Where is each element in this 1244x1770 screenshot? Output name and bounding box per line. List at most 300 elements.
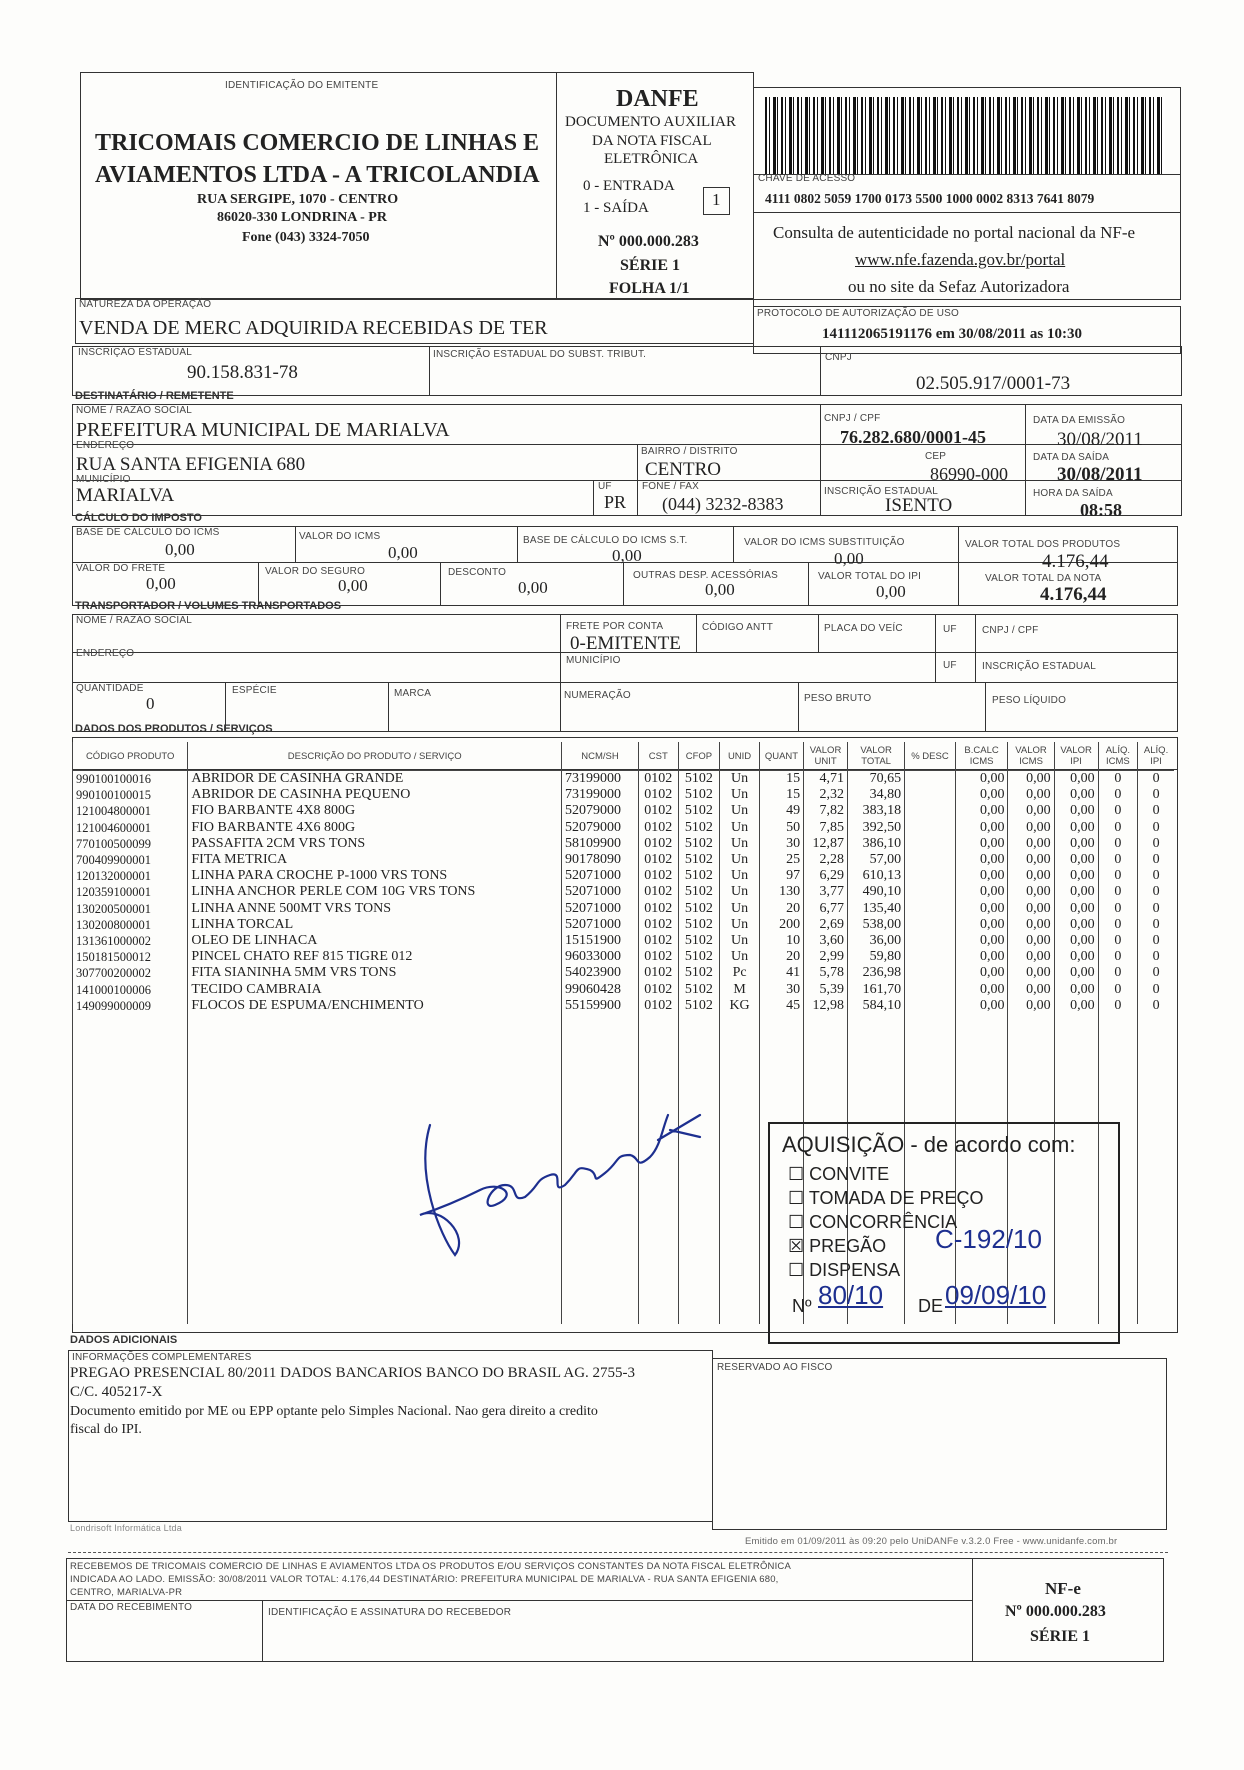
transp-municipio-label: MUNICÍPIO	[566, 655, 621, 666]
table-cell: 5102	[678, 949, 720, 965]
produtos-header-cell: ALÍQ. ICMS	[1098, 742, 1138, 771]
table-cell: 307700200002	[73, 965, 188, 981]
outras-value: 0,00	[705, 580, 735, 599]
table-cell: 30	[759, 836, 803, 852]
desconto-value: 0,00	[518, 578, 548, 597]
table-cell: 0	[1138, 836, 1174, 852]
table-cell: 0	[1138, 917, 1174, 933]
table-cell: 149099000009	[73, 998, 188, 1014]
bc-st-label: BASE DE CÁLCULO DO ICMS S.T.	[523, 535, 688, 546]
table-cell: KG	[720, 998, 760, 1014]
table-cell: 2,69	[804, 917, 848, 933]
table-cell	[905, 820, 956, 836]
table-cell: PINCEL CHATO REF 815 TIGRE 012	[188, 949, 562, 965]
produtos-header-cell: CÓDIGO PRODUTO	[73, 742, 188, 771]
table-row	[73, 803, 1175, 819]
transp-uf2-label: UF	[943, 660, 957, 671]
table-cell: 130200800001	[73, 917, 188, 933]
table-row	[73, 787, 1175, 803]
total-prod-label: VALOR TOTAL DOS PRODUTOS	[965, 539, 1121, 550]
table-cell: 0,00	[955, 981, 1008, 997]
table-cell: 5102	[678, 917, 720, 933]
table-cell: 0,00	[955, 998, 1008, 1014]
cnpj-value: 02.505.917/0001-73	[916, 373, 1071, 394]
table-cell: 0,00	[955, 884, 1008, 900]
table-cell: 0102	[638, 820, 678, 836]
stamp-de: DE	[918, 1296, 944, 1316]
table-cell: 0,00	[1054, 884, 1098, 900]
table-cell: 20	[759, 949, 803, 965]
table-cell: 55159900	[562, 998, 639, 1014]
table-cell: 0	[1138, 949, 1174, 965]
canhoto-text3: CENTRO, MARIALVA-PR	[70, 1587, 183, 1598]
stamp-title: AQUISIÇÃO - de acordo com:	[782, 1132, 1076, 1157]
table-cell: 0	[1098, 998, 1138, 1014]
table-cell: 0,00	[1054, 901, 1098, 917]
table-cell: 130	[759, 884, 803, 900]
ipi-label: VALOR TOTAL DO IPI	[818, 571, 922, 582]
frete-label: VALOR DO FRETE	[76, 563, 166, 574]
table-cell: FITA METRICA	[188, 852, 562, 868]
table-cell: 41	[759, 965, 803, 981]
transp-marca-label: MARCA	[394, 688, 432, 699]
canhoto-data-label: DATA DO RECEBIMENTO	[70, 1602, 193, 1613]
table-cell: Un	[720, 884, 760, 900]
table-cell: 0	[1098, 803, 1138, 819]
table-cell: TECIDO CAMBRAIA	[188, 981, 562, 997]
table-cell: 70,65	[848, 771, 905, 788]
table-cell: 6,77	[804, 901, 848, 917]
table-cell: 5102	[678, 803, 720, 819]
table-cell: 15	[759, 771, 803, 788]
table-cell: 52071000	[562, 901, 639, 917]
table-cell: 0,00	[1008, 836, 1054, 852]
table-cell: 58109900	[562, 836, 639, 852]
table-cell: 0,00	[1008, 852, 1054, 868]
table-cell: 0102	[638, 868, 678, 884]
table-row	[73, 901, 1175, 917]
emitente-address-2: 86020-330 LONDRINA - PR	[217, 210, 387, 225]
consulta-line3: ou no site da Sefaz Autorizadora	[848, 277, 1070, 296]
danfe-serie: SÉRIE 1	[620, 257, 681, 274]
table-cell: 0,00	[955, 787, 1008, 803]
danfe-folha: FOLHA 1/1	[609, 280, 690, 297]
table-cell: 0,00	[1054, 998, 1098, 1014]
protocolo-value: 141112065191176 em 30/08/2011 as 10:30	[822, 326, 1083, 342]
table-cell: LINHA PARA CROCHE P-1000 VRS TONS	[188, 868, 562, 884]
table-cell: 97	[759, 868, 803, 884]
info-line3: Documento emitido por ME ou EPP optante pelo Simples Nacional. Nao gera direito a credito	[70, 1404, 598, 1419]
table-cell: Un	[720, 933, 760, 949]
emitente-name-line2: AVIAMENTOS LTDA - A TRICOLANDIA	[95, 162, 540, 188]
table-cell: 610,13	[848, 868, 905, 884]
danfe-sub1: DOCUMENTO AUXILIAR	[565, 114, 736, 130]
dest-fone: (044) 3232-8383	[662, 494, 784, 514]
table-cell: LINHA TORCAL	[188, 917, 562, 933]
produtos-header-cell: CST	[638, 742, 678, 771]
dest-cnpj: 76.282.680/0001-45	[840, 427, 986, 447]
canhoto-text1: RECEBEMOS DE TRICOMAIS COMERCIO DE LINHAS E AVIAMENTOS LTDA OS PRODUTOS E/OU SERVIÇOS CONSTANTES DA NOTA FISCAL ELETRÔNICA	[70, 1561, 792, 1572]
dest-bairro-label: BAIRRO / DISTRITO	[641, 446, 738, 457]
table-cell: 0,00	[1054, 803, 1098, 819]
table-cell: 0102	[638, 771, 678, 788]
table-cell	[905, 933, 956, 949]
total-nota: 4.176,44	[1040, 584, 1107, 605]
danfe-numero: Nº 000.000.283	[598, 233, 699, 250]
table-cell: 120132000001	[73, 868, 188, 884]
table-row	[73, 771, 1175, 788]
table-cell: 45	[759, 998, 803, 1014]
table-cell: 0,00	[1008, 820, 1054, 836]
dest-endereco: RUA SANTA EFIGENIA 680	[76, 454, 306, 475]
frete-value: 0,00	[146, 574, 176, 593]
adicionais-section: DADOS ADICIONAIS	[70, 1334, 178, 1346]
table-cell: 73199000	[562, 787, 639, 803]
table-cell: 5102	[678, 998, 720, 1014]
table-cell: 0	[1138, 901, 1174, 917]
table-cell: Un	[720, 868, 760, 884]
cnpj-label: CNPJ	[825, 352, 852, 363]
table-cell: 0102	[638, 933, 678, 949]
table-row	[73, 933, 1175, 949]
table-cell: Un	[720, 917, 760, 933]
table-cell: 0,00	[955, 771, 1008, 788]
table-cell: 2,99	[804, 949, 848, 965]
danfe-title: DANFE	[616, 86, 699, 112]
transp-bruto-label: PESO BRUTO	[804, 693, 872, 704]
produtos-header-cell: VALOR IPI	[1054, 742, 1098, 771]
table-cell: 0,00	[1054, 949, 1098, 965]
danfe-sub3: ELETRÔNICA	[604, 151, 699, 167]
dest-nome-label: NOME / RAZÃO SOCIAL	[76, 405, 193, 416]
table-cell: Pc	[720, 965, 760, 981]
table-cell: 121004800001	[73, 803, 188, 819]
table-cell: 5102	[678, 852, 720, 868]
table-cell: 5102	[678, 901, 720, 917]
table-cell: 383,18	[848, 803, 905, 819]
table-cell: 52071000	[562, 917, 639, 933]
table-row	[73, 868, 1175, 884]
table-cell: 52071000	[562, 884, 639, 900]
table-cell: ABRIDOR DE CASINHA GRANDE	[188, 771, 562, 788]
table-row	[73, 917, 1175, 933]
table-cell: 5,78	[804, 965, 848, 981]
table-cell: 49	[759, 803, 803, 819]
dest-uf: PR	[604, 492, 627, 512]
table-cell: 52071000	[562, 868, 639, 884]
stamp-numero-prefix: Nº	[792, 1296, 812, 1316]
table-cell	[905, 901, 956, 917]
table-cell: Un	[720, 771, 760, 788]
table-cell: 0,00	[1008, 981, 1054, 997]
table-cell: 0	[1098, 787, 1138, 803]
dest-hora-label: HORA DA SAÍDA	[1033, 488, 1113, 499]
table-cell: LINHA ANCHOR PERLE COM 10G VRS TONS	[188, 884, 562, 900]
table-cell: 0102	[638, 965, 678, 981]
imposto-section: CÁLCULO DO IMPOSTO	[75, 512, 202, 524]
table-cell: 0,00	[955, 803, 1008, 819]
table-cell: 584,10	[848, 998, 905, 1014]
stamp-tomada: ☐ TOMADA DE PREÇO	[788, 1188, 984, 1208]
dest-ie-label: INSCRIÇÃO ESTADUAL	[824, 486, 938, 497]
table-cell	[905, 836, 956, 852]
emitido-label: Emitido em 01/09/2011 às 09:20 pelo UniDANFe v.3.2.0 Free - www.unidanfe.com.br	[745, 1536, 1118, 1547]
danfe-tipo: 1	[712, 190, 721, 209]
table-cell: 34,80	[848, 787, 905, 803]
transp-numeracao-label: NUMERAÇÃO	[564, 690, 631, 701]
table-cell: 150181500012	[73, 949, 188, 965]
table-cell: Un	[720, 787, 760, 803]
stamp-convite: ☐ CONVITE	[788, 1164, 890, 1184]
canhoto-serie: SÉRIE 1	[1030, 1628, 1091, 1645]
table-cell: 0	[1138, 787, 1174, 803]
dest-municipio: MARIALVA	[76, 485, 175, 506]
table-cell	[905, 852, 956, 868]
table-cell: 52079000	[562, 803, 639, 819]
table-cell: 57,00	[848, 852, 905, 868]
table-cell: 0,00	[1008, 868, 1054, 884]
table-cell: 200	[759, 917, 803, 933]
dest-section: DESTINATÁRIO / REMETENTE	[75, 390, 234, 402]
consulta-line1: Consulta de autenticidade no portal nacional da NF-e	[773, 223, 1136, 242]
produtos-header-cell: DESCRIÇÃO DO PRODUTO / SERVIÇO	[188, 742, 562, 771]
icms-st-label: VALOR DO ICMS SUBSTITUIÇÃO	[744, 537, 905, 548]
table-cell: 0102	[638, 949, 678, 965]
bc-st: 0,00	[612, 546, 642, 565]
table-row	[73, 852, 1175, 868]
table-cell: 0	[1138, 933, 1174, 949]
natureza-label: NATUREZA DA OPERAÇÃO	[79, 299, 212, 310]
table-cell: 90178090	[562, 852, 639, 868]
desconto-label: DESCONTO	[448, 567, 507, 578]
table-cell: Un	[720, 836, 760, 852]
table-cell: 0,00	[1008, 965, 1054, 981]
canhoto-assinatura-label: IDENTIFICAÇÃO E ASSINATURA DO RECEBEDOR	[268, 1607, 512, 1618]
table-row	[73, 884, 1175, 900]
table-cell: 2,32	[804, 787, 848, 803]
table-cell: 0	[1138, 965, 1174, 981]
table-cell: 0,00	[1054, 933, 1098, 949]
table-cell: 99060428	[562, 981, 639, 997]
seguro-label: VALOR DO SEGURO	[265, 566, 366, 577]
table-row	[73, 965, 1175, 981]
stamp-numero-hand: 80/10	[818, 1280, 884, 1310]
dest-saida-label: DATA DA SAÍDA	[1033, 452, 1110, 463]
transp-ie-label: INSCRIÇÃO ESTADUAL	[982, 661, 1096, 672]
table-cell: 990100100016	[73, 771, 188, 788]
info-line2: C/C. 405217-X	[70, 1384, 163, 1400]
transp-frete-label: FRETE POR CONTA	[566, 621, 664, 632]
table-cell	[905, 965, 956, 981]
table-cell: 0,00	[955, 917, 1008, 933]
signature-image	[400, 1085, 710, 1265]
table-cell: 0	[1098, 965, 1138, 981]
produtos-header-cell: VALOR TOTAL	[848, 742, 905, 771]
table-cell: 0	[1098, 884, 1138, 900]
table-cell: 10	[759, 933, 803, 949]
stamp-dispensa: ☐ DISPENSA	[788, 1260, 901, 1280]
table-cell: Un	[720, 949, 760, 965]
table-cell: 0,00	[1054, 917, 1098, 933]
table-cell: 0,00	[955, 949, 1008, 965]
table-cell: 0	[1138, 981, 1174, 997]
produtos-header-cell: % DESC	[905, 742, 956, 771]
table-cell: 0,00	[1054, 771, 1098, 788]
table-cell: 2,28	[804, 852, 848, 868]
table-cell: 0,00	[955, 868, 1008, 884]
table-cell: 96033000	[562, 949, 639, 965]
emitente-name-line1: TRICOMAIS COMERCIO DE LINHAS E	[95, 130, 540, 156]
table-cell: LINHA ANNE 500MT VRS TONS	[188, 901, 562, 917]
transp-antt-label: CÓDIGO ANTT	[702, 622, 774, 633]
ipi-value: 0,00	[876, 582, 906, 601]
dest-cep-label: CEP	[925, 451, 947, 462]
table-cell: 15151900	[562, 933, 639, 949]
table-cell: 0	[1138, 852, 1174, 868]
stamp-data-hand: 09/09/10	[945, 1280, 1047, 1310]
table-cell: 0102	[638, 998, 678, 1014]
table-cell: 7,85	[804, 820, 848, 836]
table-cell: 0,00	[1008, 949, 1054, 965]
table-cell: 5102	[678, 787, 720, 803]
cut-line	[68, 1552, 1168, 1553]
table-cell: 0	[1098, 917, 1138, 933]
table-cell: 15	[759, 787, 803, 803]
table-cell: 0	[1138, 998, 1174, 1014]
table-cell: 0,00	[955, 901, 1008, 917]
table-cell: Un	[720, 901, 760, 917]
consulta-link[interactable]: www.nfe.fazenda.gov.br/portal	[855, 250, 1066, 269]
table-cell: 12,87	[804, 836, 848, 852]
table-cell: 0	[1098, 820, 1138, 836]
table-cell: 5102	[678, 868, 720, 884]
table-cell: 0102	[638, 901, 678, 917]
table-row	[73, 981, 1175, 997]
produtos-header-cell: UNID	[720, 742, 760, 771]
danfe-sub2: DA NOTA FISCAL	[592, 133, 712, 149]
table-cell: 0	[1098, 901, 1138, 917]
bc-icms-label: BASE DE CÁLCULO DO ICMS	[76, 527, 220, 538]
icms-value: 0,00	[388, 543, 418, 562]
dest-nome: PREFEITURA MUNICIPAL DE MARIALVA	[76, 419, 450, 441]
table-cell: 0,00	[1008, 787, 1054, 803]
transp-liquido-label: PESO LÍQUIDO	[992, 695, 1067, 706]
table-cell: 36,00	[848, 933, 905, 949]
dest-saida: 30/08/2011	[1057, 464, 1143, 485]
produtos-header-row	[73, 742, 1175, 771]
info-line4: fiscal do IPI.	[70, 1422, 142, 1437]
produtos-header-cell: B.CALC ICMS	[955, 742, 1008, 771]
info-label: INFORMAÇÕES COMPLEMENTARES	[72, 1352, 252, 1363]
canhoto-text2: INDICADA AO LADO. EMISSÃO: 30/08/2011 VALOR TOTAL: 4.176,44 DESTINATÁRIO: PREFEITURA MUNICIPAL DE MARIALVA - RUA SANTA EFIGENIA 680,	[70, 1574, 779, 1585]
table-cell: 0,00	[1008, 933, 1054, 949]
table-cell: 236,98	[848, 965, 905, 981]
emitente-address-1: RUA SERGIPE, 1070 - CENTRO	[197, 192, 399, 207]
table-cell	[905, 917, 956, 933]
produtos-header-cell: ALÍQ. IPI	[1138, 742, 1174, 771]
table-cell: 25	[759, 852, 803, 868]
table-cell: 0102	[638, 836, 678, 852]
dest-cep: 86990-000	[930, 464, 1008, 484]
table-cell: 0	[1138, 803, 1174, 819]
table-cell: 0,00	[1008, 884, 1054, 900]
table-cell: 5102	[678, 884, 720, 900]
table-cell: FITA SIANINHA 5MM VRS TONS	[188, 965, 562, 981]
table-cell: 0,00	[1054, 981, 1098, 997]
software-label: Londrisoft Informática Ltda	[70, 1523, 182, 1533]
dest-emissao: 30/08/2011	[1057, 429, 1143, 450]
transp-section: TRANSPORTADOR / VOLUMES TRANSPORTADOS	[75, 600, 342, 612]
chave-label: CHAVE DE ACESSO	[758, 173, 856, 184]
outras-label: OUTRAS DESP. ACESSÓRIAS	[633, 570, 779, 581]
table-cell: 3,60	[804, 933, 848, 949]
transp-qtd-label: QUANTIDADE	[76, 683, 144, 694]
table-cell	[905, 803, 956, 819]
table-cell: 0	[1098, 981, 1138, 997]
table-cell: 0102	[638, 917, 678, 933]
icms-label: VALOR DO ICMS	[299, 531, 381, 542]
stamp-pregao: ☒ PREGÃO	[788, 1236, 887, 1256]
table-cell: 0,00	[1054, 836, 1098, 852]
table-cell: 5102	[678, 771, 720, 788]
table-cell: 0	[1098, 933, 1138, 949]
table-cell: FLOCOS DE ESPUMA/ENCHIMENTO	[188, 998, 562, 1014]
table-cell: FIO BARBANTE 4X6 800G	[188, 820, 562, 836]
table-cell: 59,80	[848, 949, 905, 965]
table-cell: 131361000002	[73, 933, 188, 949]
table-cell: 0,00	[1008, 917, 1054, 933]
natureza-value: VENDA DE MERC ADQUIRIDA RECEBIDAS DE TER	[79, 317, 548, 339]
table-cell: 0,00	[955, 852, 1008, 868]
emitente-phone: Fone (043) 3324-7050	[242, 230, 370, 245]
table-row	[73, 836, 1175, 852]
emitente-section-label: IDENTIFICAÇÃO DO EMITENTE	[225, 80, 379, 91]
transp-placa-label: PLACA DO VEÍC	[824, 623, 903, 634]
table-cell: 0,00	[955, 933, 1008, 949]
table-cell: 4,71	[804, 771, 848, 788]
table-cell: OLEO DE LINHACA	[188, 933, 562, 949]
table-row	[73, 949, 1175, 965]
table-cell: 700409900001	[73, 852, 188, 868]
table-cell: 0,00	[1008, 803, 1054, 819]
dest-cnpj-label: CNPJ / CPF	[824, 413, 881, 424]
table-cell: 73199000	[562, 771, 639, 788]
table-cell: M	[720, 981, 760, 997]
dest-fone-label: FONE / FAX	[642, 481, 700, 492]
total-nota-label: VALOR TOTAL DA NOTA	[985, 573, 1102, 584]
fisco-label: RESERVADO AO FISCO	[717, 1362, 833, 1373]
table-cell: 0	[1098, 771, 1138, 788]
table-cell: 50	[759, 820, 803, 836]
table-cell: 54023900	[562, 965, 639, 981]
dest-uf-label: UF	[598, 481, 612, 492]
danfe-entrada: 0 - ENTRADA	[583, 178, 675, 194]
protocolo-label: PROTOCOLO DE AUTORIZAÇÃO DE USO	[757, 308, 959, 319]
table-cell: 0,00	[1008, 901, 1054, 917]
table-cell: 0102	[638, 803, 678, 819]
table-cell	[905, 949, 956, 965]
table-cell: 0	[1138, 820, 1174, 836]
table-cell: 6,29	[804, 868, 848, 884]
table-cell	[905, 981, 956, 997]
canhoto-numero: Nº 000.000.283	[1005, 1603, 1106, 1620]
table-cell: Un	[720, 820, 760, 836]
table-cell: 0,00	[1008, 998, 1054, 1014]
table-row	[73, 820, 1175, 836]
produtos-header-cell: CFOP	[678, 742, 720, 771]
table-cell: 386,10	[848, 836, 905, 852]
table-cell: 0	[1138, 884, 1174, 900]
